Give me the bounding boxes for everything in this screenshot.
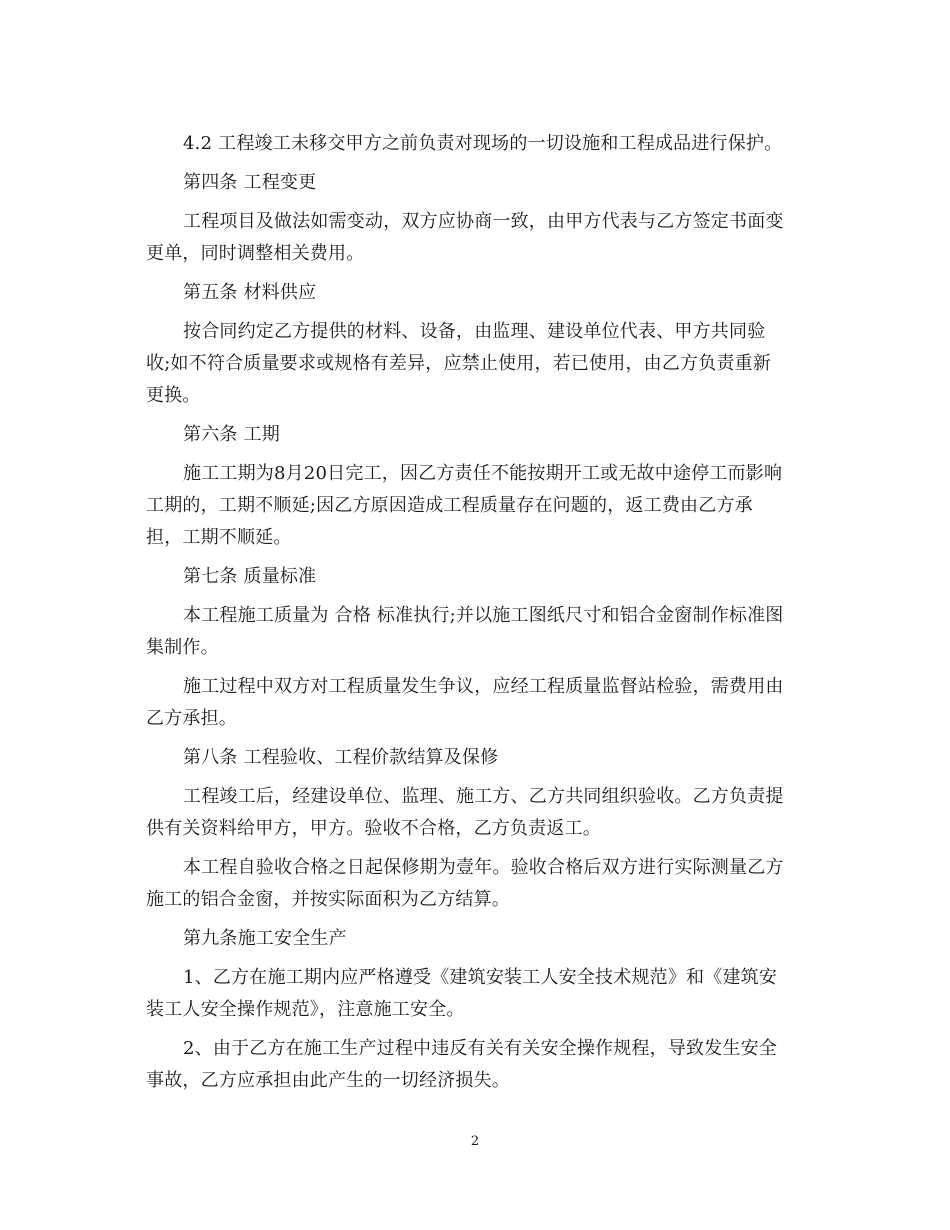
heading-text: 第七条 质量标准 bbox=[183, 566, 317, 587]
paragraph-line: 担，工期不顺延。 bbox=[146, 527, 292, 548]
heading-text: 第八条 工程验收、工程价款结算及保修 bbox=[183, 747, 499, 768]
paragraph bbox=[146, 458, 810, 554]
section-heading bbox=[146, 742, 810, 774]
paragraph-line: 集制作。 bbox=[146, 637, 219, 658]
paragraph-line: 本工程施工质量为 合格 标准执行;并以施工图纸尺寸和铝合金窗制作标准图 bbox=[183, 605, 784, 626]
paragraph-line: 更单，同时调整相关费用。 bbox=[146, 243, 365, 264]
paragraph-line: 施工的铝合金窗，并按实际面积为乙方结算。 bbox=[146, 889, 510, 910]
paragraph-line: 按合同约定乙方提供的材料、设备，由监理、建设单位代表、甲方共同验 bbox=[183, 321, 766, 342]
heading-text: 第九条施工安全生产 bbox=[183, 928, 347, 949]
section-heading bbox=[146, 277, 810, 309]
paragraph-line: 更换。 bbox=[146, 385, 201, 406]
paragraph bbox=[146, 128, 810, 160]
paragraph-line: 1、乙方在施工期内应严格遵受《建筑安装工人安全技术规范》和《建筑安 bbox=[183, 967, 778, 988]
paragraph bbox=[146, 852, 810, 916]
paragraph-line: 乙方承担。 bbox=[146, 708, 237, 729]
paragraph bbox=[146, 206, 810, 270]
section-heading bbox=[146, 923, 810, 955]
paragraph-line: 施工过程中双方对工程质量发生争议，应经工程质量监督站检验，需费用由 bbox=[183, 676, 784, 697]
paragraph-line: 装工人安全操作规范》，注意施工安全。 bbox=[146, 999, 465, 1020]
section-heading bbox=[146, 419, 810, 451]
heading-text: 第五条 材料供应 bbox=[183, 282, 317, 303]
paragraph bbox=[146, 962, 810, 1026]
page-number: 2 bbox=[470, 1134, 480, 1149]
paragraph-line: 4.2 工程竣工未移交甲方之前负责对现场的一切设施和工程成品进行保护。 bbox=[183, 133, 783, 154]
document-body bbox=[146, 128, 810, 1097]
paragraph-line: 施工工期为8月20日完工，因乙方责任不能按期开工或无故中途停工而影响 bbox=[183, 463, 783, 484]
paragraph-line: 本工程自验收合格之日起保修期为壹年。验收合格后双方进行实际测量乙方 bbox=[183, 857, 784, 878]
paragraph bbox=[146, 1033, 810, 1097]
paragraph-line: 2、由于乙方在施工生产过程中违反有关有关安全操作规程，导致发生安全 bbox=[183, 1038, 778, 1059]
section-heading bbox=[146, 167, 810, 199]
paragraph bbox=[146, 781, 810, 845]
paragraph bbox=[146, 316, 810, 412]
paragraph-line: 工期的，工期不顺延;因乙方原因造成工程质量存在问题的，返工费由乙方承 bbox=[146, 495, 753, 516]
section-heading bbox=[146, 561, 810, 593]
paragraph-line: 事故，乙方应承担由此产生的一切经济损失。 bbox=[146, 1070, 510, 1091]
paragraph-line: 供有关资料给甲方，甲方。验收不合格，乙方负责返工。 bbox=[146, 818, 601, 839]
paragraph bbox=[146, 671, 810, 735]
heading-text: 第六条 工期 bbox=[183, 424, 280, 445]
paragraph-line: 工程竣工后，经建设单位、监理、施工方、乙方共同组织验收。乙方负责提 bbox=[183, 786, 784, 807]
paragraph bbox=[146, 600, 810, 664]
paragraph-line: 工程项目及做法如需变动，双方应协商一致，由甲方代表与乙方签定书面变 bbox=[183, 211, 784, 232]
heading-text: 第四条 工程变更 bbox=[183, 172, 317, 193]
paragraph-line: 收;如不符合质量要求或规格有差异，应禁止使用，若已使用，由乙方负责重新 bbox=[146, 353, 772, 374]
